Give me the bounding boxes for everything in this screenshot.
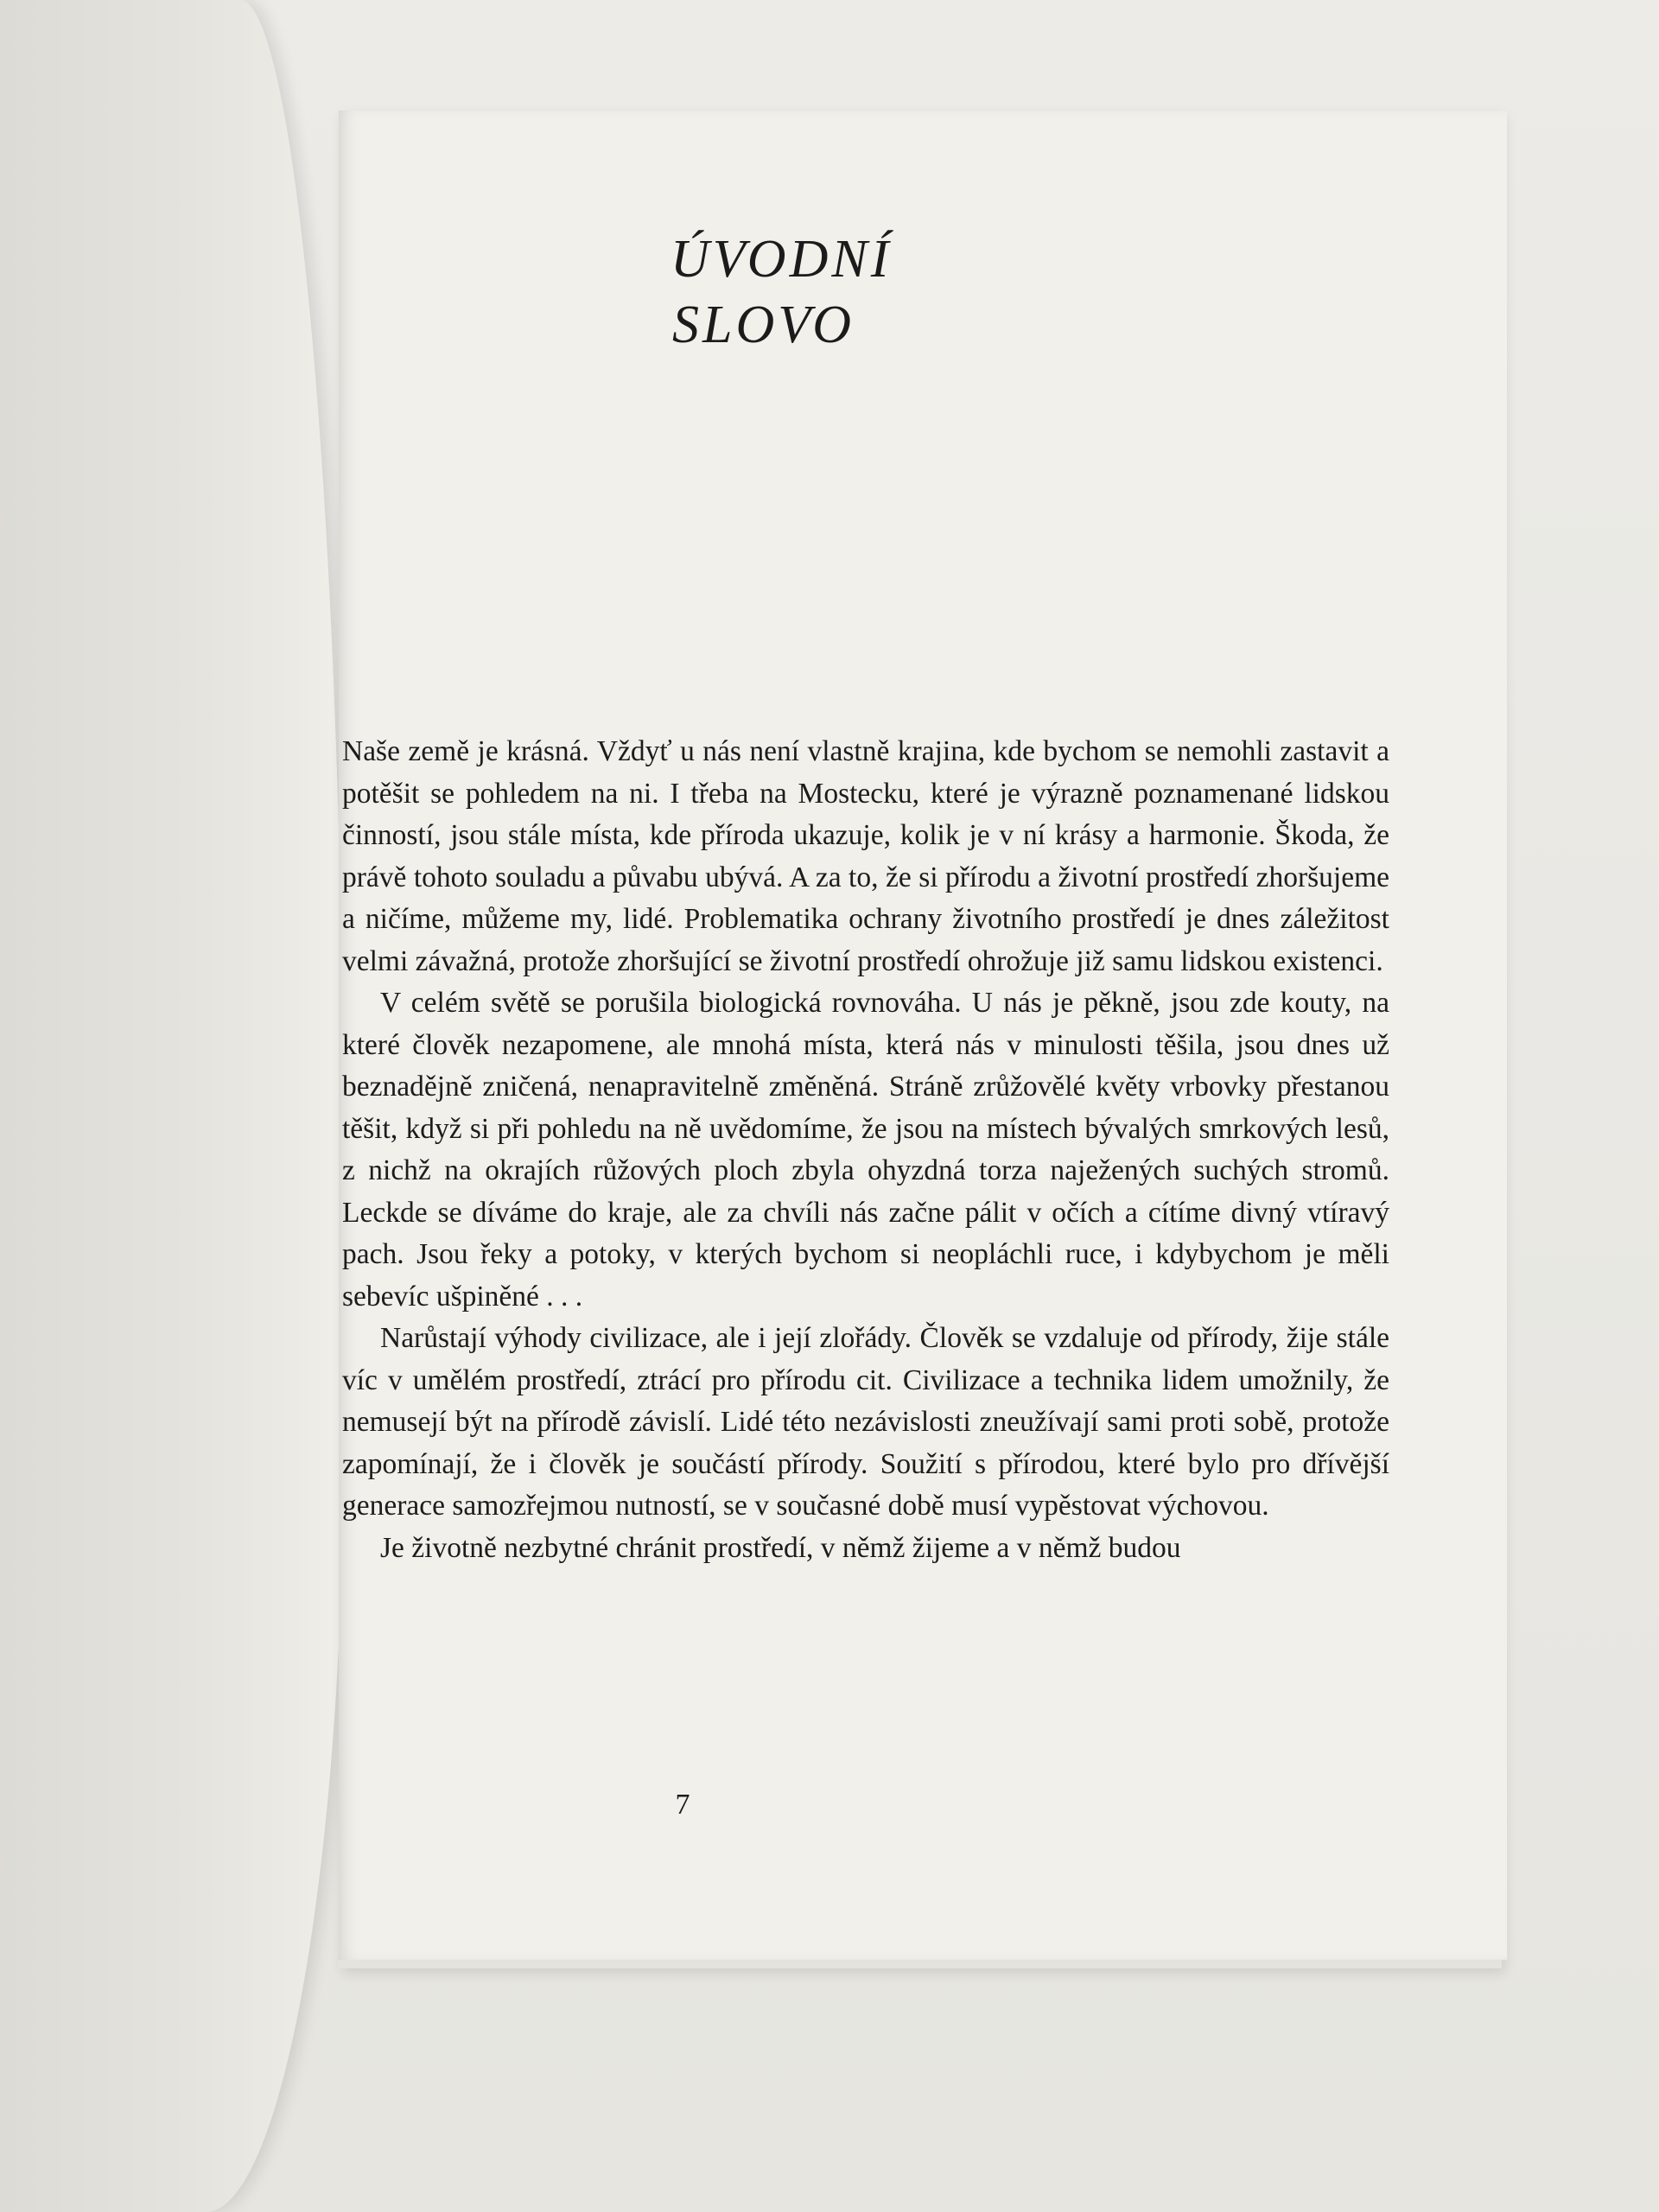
paragraph-2: V celém světě se porušila biologická rovnováha. U nás je pěkně, jsou zde kouty, na které člověk nezapomene, ale mnohá místa, která nás v minulosti těšila, jsou dnes už beznadějně zničená, nenapravitelně změněná. Stráně zrůžovělé květy vrbovky přestanou těšit, když si při pohledu na ně uvědomíme, že jsou na místech bývalých smrkových lesů, z nichž na okrajích růžových ploch zbyla ohyzdná torza naježených suchých stromů. Leckde se díváme do kraje, ale za chvíli nás začne pálit v očích a cítíme divný vtíravý pach. Jsou řeky a potoky, v kterých bychom si neopláchli ruce, i kdybychom je měli sebevíc ušpiněné . . .	[342, 987, 1389, 1313]
page-number: 7	[675, 1789, 690, 1821]
chapter-heading	[671, 226, 982, 358]
paragraph-3: Narůstají výhody civilizace, ale i její zlořády. Člověk se vzdaluje od přírody, žije stále víc v umělém prostředí, ztrácí pro přírodu cit. Civilizace a technika lidem umožnily, že nemusejí být na přírodě závislí. Lidé této nezávislosti zneužívají sami proti sobě, protože zapomínají, že i člověk je součástí přírody. Soužití s přírodou, které bylo pro dřívější generace samozřejmou nutností, se v současné době musí vypěstovat výchovou.	[342, 1322, 1389, 1522]
chapter-heading-line-1: ÚVODNÍ	[671, 230, 893, 289]
paragraph-1: Naše země je krásná. Vždyť u nás není vlastně krajina, kde bychom se nemohli zastavit a potěšit se pohledem na ni. I třeba na Mostecku, které je výrazně poznamenané lidskou činností, jsou stále místa, kde příroda ukazuje, kolik je v ní krásy a harmonie. Škoda, že právě tohoto souladu a půvabu ubývá. A za to, že si přírodu a životní prostředí zhoršujeme a ničíme, můžeme my, lidé. Problematika ochrany životního prostředí je dnes záležitost velmi závažná, protože zhoršující se životní prostředí ohrožuje již samu lidskou existenci.	[342, 735, 1389, 977]
left-book-page	[0, 0, 344, 2212]
body-text	[342, 731, 1389, 1569]
paragraph-4: Je životně nezbytné chránit prostředí, v němž žijeme a v němž budou	[380, 1531, 1181, 1564]
chapter-heading-line-2: SLOVO	[672, 296, 855, 354]
